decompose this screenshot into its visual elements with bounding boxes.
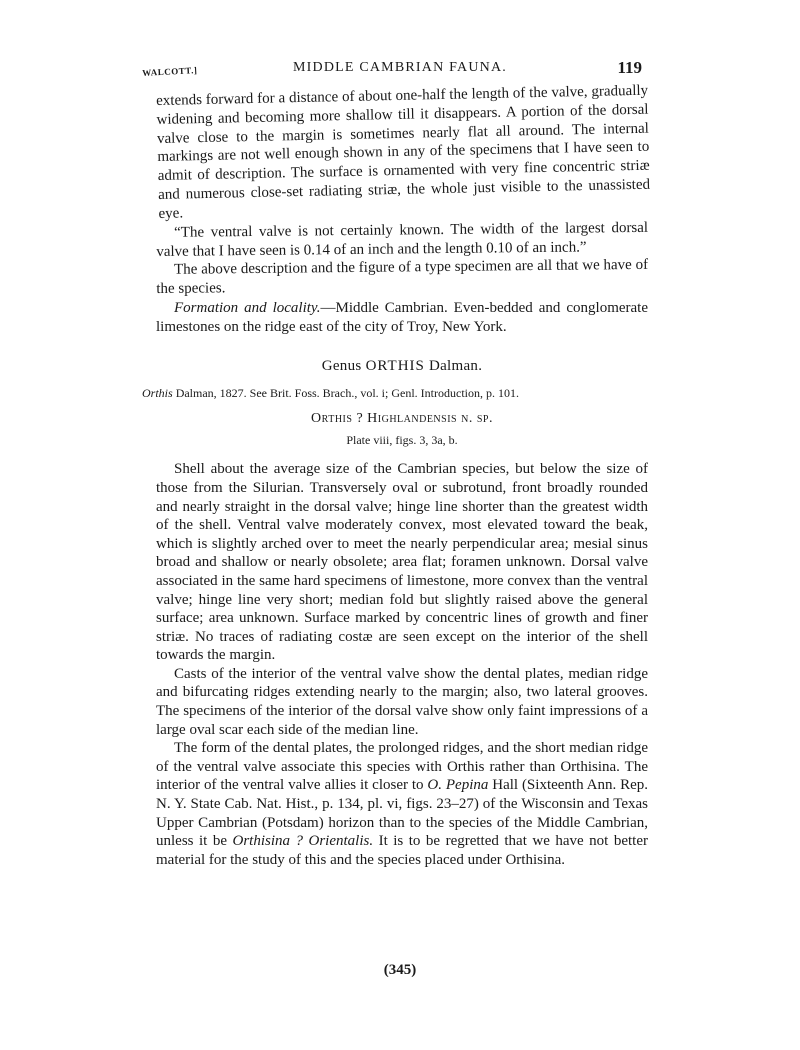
paragraph-continued: extends forward for a distance of about one-half the length of the valve, gradually widening and becoming more shallow till it disappears. A portion of the dorsal valve close to the margin is sometimes nearly flat all around. The internal markings are not well enough shown in any of the specimens that I have seen to admit of description. The surface is ornamented with very fine concentric striæ and numerous close-set radiating striæ, the whole just visible to the unassisted eye. bbox=[156, 82, 651, 222]
synonymy-text: Dalman, 1827. See Brit. Foss. Brach., vol. i; Genl. Introduction, p. 101. bbox=[172, 386, 519, 401]
formation-text: —Middle Cambrian. Even-bedded and conglomerate limestones on the ridge east of the city of Troy, New York. bbox=[156, 299, 648, 335]
genus-author: Dalman. bbox=[428, 358, 483, 375]
paragraph-type-specimen: The above description and the figure of a type specimen are all that we have of the species. bbox=[156, 257, 649, 297]
formation-label: Formation and locality. bbox=[174, 299, 321, 316]
footer-page-number: (345) bbox=[383, 962, 417, 978]
running-header-author: WALCOTT.] bbox=[142, 65, 198, 78]
genus-prefix: Genus bbox=[321, 358, 362, 375]
synonymy-taxon: Orthis bbox=[142, 386, 173, 401]
desc-p3-part-a: The form of the dental plates, the prolonged ridges, and the short median ridge of the ventral valve associate this species with Orthis rather than Orthisina. The interior of the ventral valve allies it closer to bbox=[156, 740, 648, 794]
desc-p3-italic-pepina: O. Pepina bbox=[427, 777, 489, 794]
running-header-page-number: 119 bbox=[617, 58, 642, 77]
genus-heading bbox=[156, 358, 648, 375]
desc-p3-italic-orthisina: Orthisina ? Orientalis. bbox=[232, 833, 374, 850]
description-paragraph-2: Casts of the interior of the ventral valve show the dental plates, median ridge and bifurcating ridges extending nearly to the margin; also, two lateral grooves. The specimens of the interior of the dorsal valve show only faint impressions of a large oval scar each side of the median line. bbox=[156, 665, 648, 738]
synonymy-line bbox=[142, 385, 652, 401]
page-body bbox=[142, 82, 651, 869]
genus-name: ORTHIS bbox=[365, 358, 425, 375]
paragraph-quote: “The ventral valve is not certainly known. The width of the largest dorsal valve that I have seen is 0.14 of an inch and the length 0.10 of an inch.” bbox=[156, 219, 649, 260]
species-heading: Orthis ? Highlandensis n. sp. bbox=[311, 411, 493, 427]
paragraph-formation bbox=[156, 299, 648, 337]
species-description bbox=[156, 460, 648, 869]
description-paragraph-1: Shell about the average size of the Cambrian species, but below the size of those from the Silurian. Transversely oval or subrotund, front broadly rounded and nearly straight in the dorsal valve; hinge line shorter than the greatest width of the shell. Ventral valve moderately convex, most elevated toward the beak, which is slightly arched over to meet the nearly perpendicular area; mesial sinus broad and shallow or nearly obsolete; area flat; foramen unknown. Dorsal valve associated in the same hard specimens of limestone, more convex than the ventral valve; hinge line very short; median fold but slightly raised above the general surface; area unknown. Surface marked by concentric lines of growth and finer striæ. No traces of radiating costæ are seen except on the interior of the shell towards the margin. bbox=[156, 461, 648, 664]
desc-p3-part-c: It is to be regretted that we have not better material for the study of this and the species placed under Orthisina. bbox=[156, 833, 648, 868]
running-header-title: MIDDLE CAMBRIAN FAUNA. bbox=[293, 60, 507, 75]
plate-reference: Plate viii, figs. 3, 3a, b. bbox=[346, 433, 458, 448]
description-paragraph-3 bbox=[156, 739, 648, 869]
desc-p3-part-b: Hall (Sixteenth Ann. Rep. N. Y. State Cab. Nat. Hist., p. 134, pl. vi, figs. 23–27) of the Wisconsin and Texas Upper Cambrian (Potsdam) horizon than to the species of the Middle Cambrian, unless it be bbox=[156, 777, 649, 850]
